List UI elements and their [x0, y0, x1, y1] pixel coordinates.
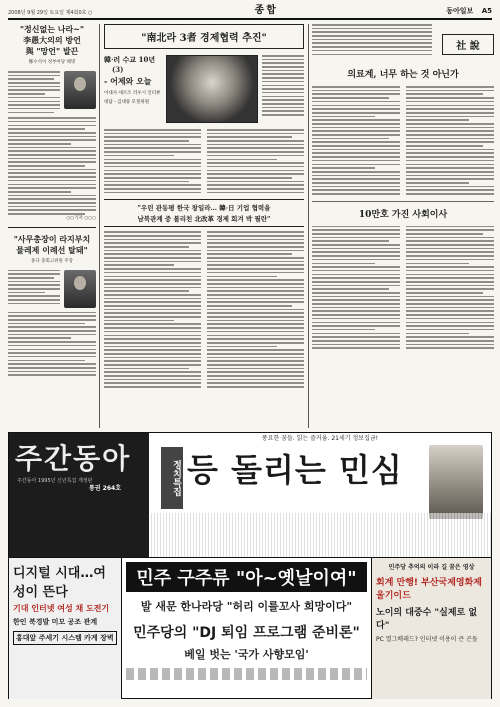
body-text-block [207, 129, 304, 193]
pull-quote-line: 남북관계 중 볼리친 北改革 경제 회겨 박 필란" [137, 215, 271, 224]
ad-block-center [121, 557, 371, 699]
article-headline: "사무총장이 라지부치 [13, 233, 91, 244]
body-columns [104, 129, 304, 193]
editorial-tag: 社 說 [442, 34, 494, 55]
ad-issue-badge: 통권 264호 [89, 485, 122, 492]
issue-date: 2008년 9월 29일 토요일 제4회0호 ○ [8, 10, 93, 16]
series-label: 韓·러 수교 10년 [104, 55, 156, 64]
body-text-block [104, 231, 201, 387]
portrait-photo [64, 71, 96, 109]
ad-vertical-tag: 정치특집 [161, 447, 183, 509]
ad-block-title: 디지털 시대…여성이 뜬다 [13, 566, 106, 600]
body-text-block [406, 226, 494, 349]
magazine-advertisement [8, 432, 492, 699]
editorial-body [312, 226, 494, 349]
ad-block-line: 베일 벗는 '국가 사향모임' [184, 648, 309, 661]
ad-block-title: 민주 구주류 "아~옛날이여" [126, 562, 367, 592]
divider [8, 227, 96, 228]
series-subhead: - 어제와 오늘 [104, 76, 152, 86]
interview-photo [166, 55, 258, 123]
ad-block-box: 홍대앞 주세기 시스템 카게 장벽 [13, 631, 117, 645]
masthead-right [440, 6, 492, 16]
body-text-block [406, 86, 494, 195]
article-headline: 與 "망언" 발끈 [25, 46, 79, 56]
ad-brand: 주간동아 [15, 442, 132, 475]
column-divider [308, 24, 309, 428]
body-text-block [262, 55, 304, 123]
body-text-block [8, 71, 60, 113]
body-text-block [312, 24, 432, 55]
editorial-title: 10만호 가진 사회이사 [312, 201, 494, 220]
pull-quote-line: "우린 관동평 한국 창일라… 韓·日 기업 협력을 [137, 204, 271, 213]
body-text-block [8, 312, 96, 376]
series-number: (3) [112, 65, 124, 74]
article-subline: 鄭수석이 정부여당 해명 [28, 60, 76, 65]
page-number: A5 [481, 7, 492, 15]
interview-credit: 이대사 세르조 러우시 인터뷰 [104, 91, 161, 96]
ad-top-banner: 풍요한 꿈들. 읽는 즐거움. 21세기 정보집금! [261, 435, 379, 442]
ad-cover-photo [429, 445, 483, 519]
article-headline: 물레제 이례선 탈돼" [16, 244, 88, 255]
ad-block-line: 민주당 추억의 이라 길 꿈은 영상 [388, 564, 475, 571]
ad-decorative-strip [126, 668, 367, 680]
byline: ○○기자 ○○○ [66, 215, 96, 221]
portrait-photo [64, 270, 96, 308]
left-column [8, 24, 96, 428]
ad-block-line: 한인 북경발 미모 공조 관계 [13, 618, 98, 626]
ad-block-right [371, 557, 491, 699]
section-title: 종합 [254, 5, 278, 16]
interview-credit: 대담 - 김대풍 모철위원 [104, 100, 150, 105]
article-headline: 李愚大의의 방언 [23, 35, 81, 45]
ad-brand-sub: 주간동아 1995년 신년특집 개정판 [17, 478, 93, 484]
masthead [8, 4, 492, 20]
ad-block-line: PC 열그배래드? 인터넷 이용이 큰 곤돌 [376, 636, 478, 643]
body-text-block [312, 86, 400, 195]
editorial-column [312, 24, 494, 428]
editorial-title: 의료계, 너무 하는 것 아닌가 [347, 70, 459, 81]
ad-brand-block [9, 433, 149, 557]
ad-block-main: 민주당의 "DJ 퇴임 프로그램 준비론" [133, 625, 360, 641]
body-text-block [207, 231, 304, 387]
body-text-block [312, 226, 400, 349]
ad-block-line: 발 새문 한나라당 "허리 이를꼬사 희망이다" [140, 600, 353, 613]
body-text-block [8, 117, 96, 214]
article-headline: "정신없는 나라~" [19, 24, 85, 34]
body-text-block [8, 270, 60, 308]
body-columns [104, 231, 304, 387]
series-tag [104, 55, 162, 74]
column-divider [99, 24, 100, 428]
ad-block-left [9, 557, 121, 699]
ad-block-line: 노이의 대중수 "실제로 없다" [376, 608, 478, 631]
ad-decorative-strip [149, 513, 491, 557]
ad-headline: 등 돌리는 민심 [187, 451, 403, 489]
editorial-body [312, 86, 494, 195]
middle-column [104, 24, 304, 428]
feature-headline: "南北라 3者 경제협력 추진" [104, 24, 304, 49]
pull-quote [104, 199, 304, 227]
publication-name: 동아일보 [446, 7, 474, 15]
body-text-block [104, 129, 201, 193]
ad-block-title: 회계 만행! 부산국제영화제 울기이드 [376, 578, 483, 601]
article-subline: 홍다 충회고위원 주장 [31, 258, 73, 264]
ad-block-line: 기대 인터넷 여성 채 도전기 [13, 604, 110, 613]
